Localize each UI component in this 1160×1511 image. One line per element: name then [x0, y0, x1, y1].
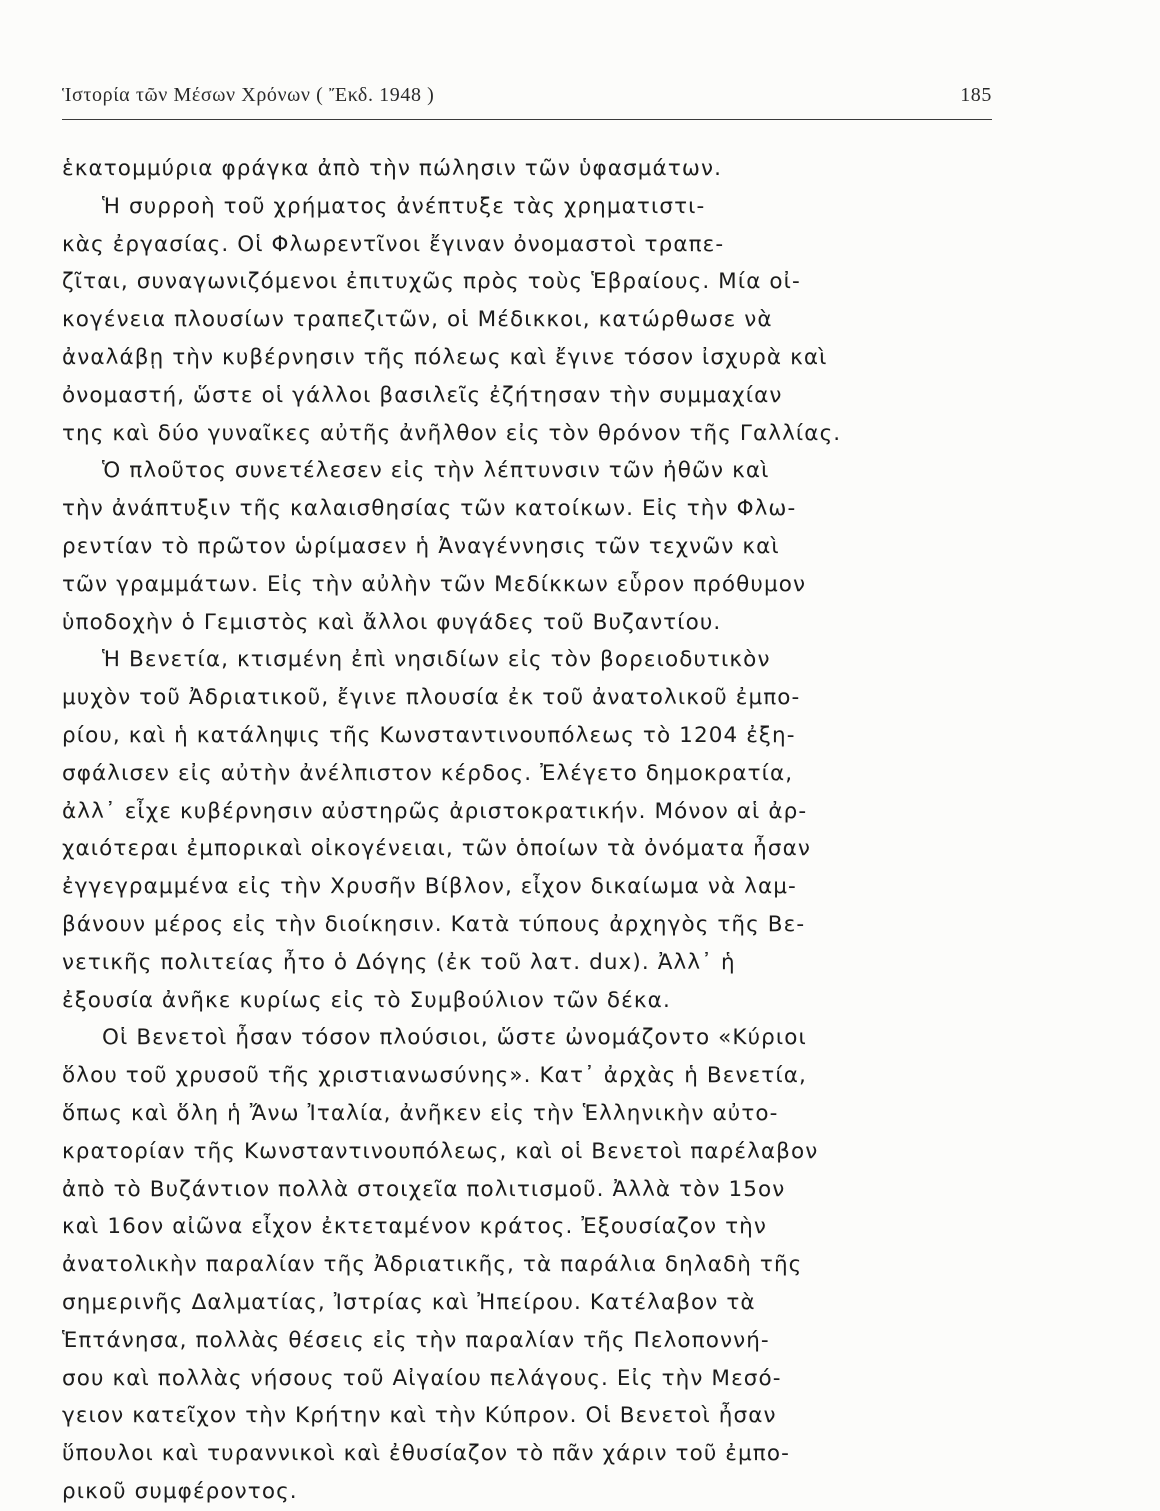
- text-line: ὀνομαστή, ὥστε οἱ γάλλοι βασιλεῖς ἐζήτησαν τὴν συμμαχίαν: [62, 382, 783, 408]
- body-text: [62, 150, 1022, 1511]
- text-line: ἀναλάβῃ τὴν κυβέρνησιν τῆς πόλεως καὶ ἔγινε τόσον ἰσχυρὰ καὶ: [62, 344, 828, 370]
- text-line: ρεντίαν τὸ πρῶτον ὡρίμασεν ἡ Ἀναγέννησις τῶν τεχνῶν καὶ: [62, 533, 780, 559]
- header-rule: [62, 119, 992, 120]
- text-line: ρίου, καὶ ἡ κατάληψις τῆς Κωνσταντινουπόλεως τὸ 1204 ἐξη-: [62, 722, 796, 748]
- running-header: [62, 84, 992, 110]
- text-line: ζῖται, συναγωνιζόμενοι ἐπιτυχῶς πρὸς τοὺς Ἑβραίους. Μία οἰ-: [62, 269, 801, 295]
- text-line: Ὁ πλοῦτος συνετέλεσεν εἰς τὴν λέπτυνσιν τῶν ἠθῶν καὶ: [102, 458, 770, 484]
- text-line: ἀπὸ τὸ Βυζάντιον πολλὰ στοιχεῖα πολιτισμοῦ. Ἀλλὰ τὸν 15ον: [62, 1176, 786, 1202]
- text-line: ἀνατολικὴν παραλίαν τῆς Ἀδριατικῆς, τὰ παράλια δηλαδὴ τῆς: [62, 1252, 803, 1278]
- text-line: ἐξουσία ἀνῆκε κυρίως εἰς τὸ Συμβούλιον τῶν δέκα.: [62, 987, 671, 1013]
- text-line: ἀλλ᾽ εἶχε κυβέρνησιν αὐστηρῶς ἀριστοκρατικήν. Μόνον αἱ ἀρ-: [62, 798, 808, 824]
- running-title: Ἱστορία τῶν Μέσων Χρόνων ( Ἔκδ. 1948 ): [62, 84, 435, 106]
- text-line: ρικοῦ συμφέροντος.: [62, 1478, 298, 1504]
- text-line: ὕπουλοι καὶ τυραννικοὶ καὶ ἐθυσίαζον τὸ πᾶν χάριν τοῦ ἐμπο-: [62, 1441, 790, 1467]
- text-line: της καὶ δύο γυναῖκες αὐτῆς ἀνῆλθον εἰς τὸν θρόνον τῆς Γαλλίας.: [62, 420, 842, 446]
- text-line: καὶ 16ον αἰῶνα εἶχον ἐκτεταμένον κράτος. Ἐξουσίαζον τὴν: [62, 1214, 767, 1240]
- text-line: Οἱ Βενετοὶ ἦσαν τόσον πλούσιοι, ὥστε ὠνομάζοντο «Κύριοι: [102, 1025, 807, 1051]
- text-line: ὑποδοχὴν ὁ Γεμιστὸς καὶ ἄλλοι φυγάδες τοῦ Βυζαντίου.: [62, 609, 722, 635]
- text-line: νετικῆς πολιτείας ἦτο ὁ Δόγης (ἐκ τοῦ λατ. dux). Ἀλλ᾽ ἡ: [62, 949, 736, 975]
- text-line: ἐγγεγραμμένα εἰς τὴν Χρυσῆν Βίβλον, εἶχον δικαίωμα νὰ λαμ-: [62, 874, 797, 900]
- text-line: χαιότεραι ἐμπορικαὶ οἰκογένειαι, τῶν ὁποίων τὰ ὀνόματα ἦσαν: [62, 836, 811, 862]
- text-line: κογένεια πλουσίων τραπεζιτῶν, οἱ Μέδικκοι, κατώρθωσε νὰ: [62, 307, 773, 333]
- text-line: Ἡ συρροὴ τοῦ χρήματος ἀνέπτυξε τὰς χρηματιστι-: [102, 193, 706, 219]
- text-line: βάνουν μέρος εἰς τὴν διοίκησιν. Κατὰ τύπους ἀρχηγὸς τῆς Βε-: [62, 911, 806, 937]
- text-line: κὰς ἐργασίας. Οἱ Φλωρεντῖνοι ἔγιναν ὀνομαστοὶ τραπε-: [62, 231, 725, 257]
- text-line: ἑκατομμύρια φράγκα ἀπὸ τὴν πώλησιν τῶν ὑφασμάτων.: [62, 156, 723, 181]
- text-line: σφάλισεν εἰς αὐτὴν ἀνέλπιστον κέρδος. Ἐλέγετο δημοκρατία,: [62, 760, 794, 786]
- text-line: ὅλου τοῦ χρυσοῦ τῆς χριστιανωσύνης». Κατ᾽ ἀρχὰς ἡ Βενετία,: [62, 1063, 807, 1089]
- text-line: μυχὸν τοῦ Ἀδριατικοῦ, ἔγινε πλουσία ἐκ τοῦ ἀνατολικοῦ ἐμπο-: [62, 685, 801, 711]
- text-line: κρατορίαν τῆς Κωνσταντινουπόλεως, καὶ οἱ Βενετοὶ παρέλαβον: [62, 1138, 819, 1164]
- text-line: Ἡ Βενετία, κτισμένη ἐπὶ νησιδίων εἰς τὸν βορειοδυτικὸν: [102, 647, 771, 673]
- text-line: σημερινῆς Δαλματίας, Ἰστρίας καὶ Ἠπείρου. Κατέλαβον τὰ: [62, 1289, 756, 1315]
- page-number: 185: [960, 84, 992, 106]
- text-line: σου καὶ πολλὰς νήσους τοῦ Αἰγαίου πελάγους. Εἰς τὴν Μεσό-: [62, 1365, 782, 1391]
- text-line: τῶν γραμμάτων. Εἰς τὴν αὐλὴν τῶν Μεδίκκων εὗρον πρόθυμον: [62, 571, 807, 597]
- text-line: ὅπως καὶ ὅλη ἡ Ἄνω Ἰταλία, ἀνῆκεν εἰς τὴν Ἑλληνικὴν αὐτο-: [62, 1100, 779, 1126]
- text-line: τὴν ἀνάπτυξιν τῆς καλαισθησίας τῶν κατοίκων. Εἰς τὴν Φλω-: [62, 496, 797, 522]
- text-line: Ἑπτάνησα, πολλὰς θέσεις εἰς τὴν παραλίαν τῆς Πελοποννή-: [62, 1327, 770, 1353]
- text-line: γειον κατεῖχον τὴν Κρήτην καὶ τὴν Κύπρον. Οἱ Βενετοὶ ἦσαν: [62, 1403, 777, 1429]
